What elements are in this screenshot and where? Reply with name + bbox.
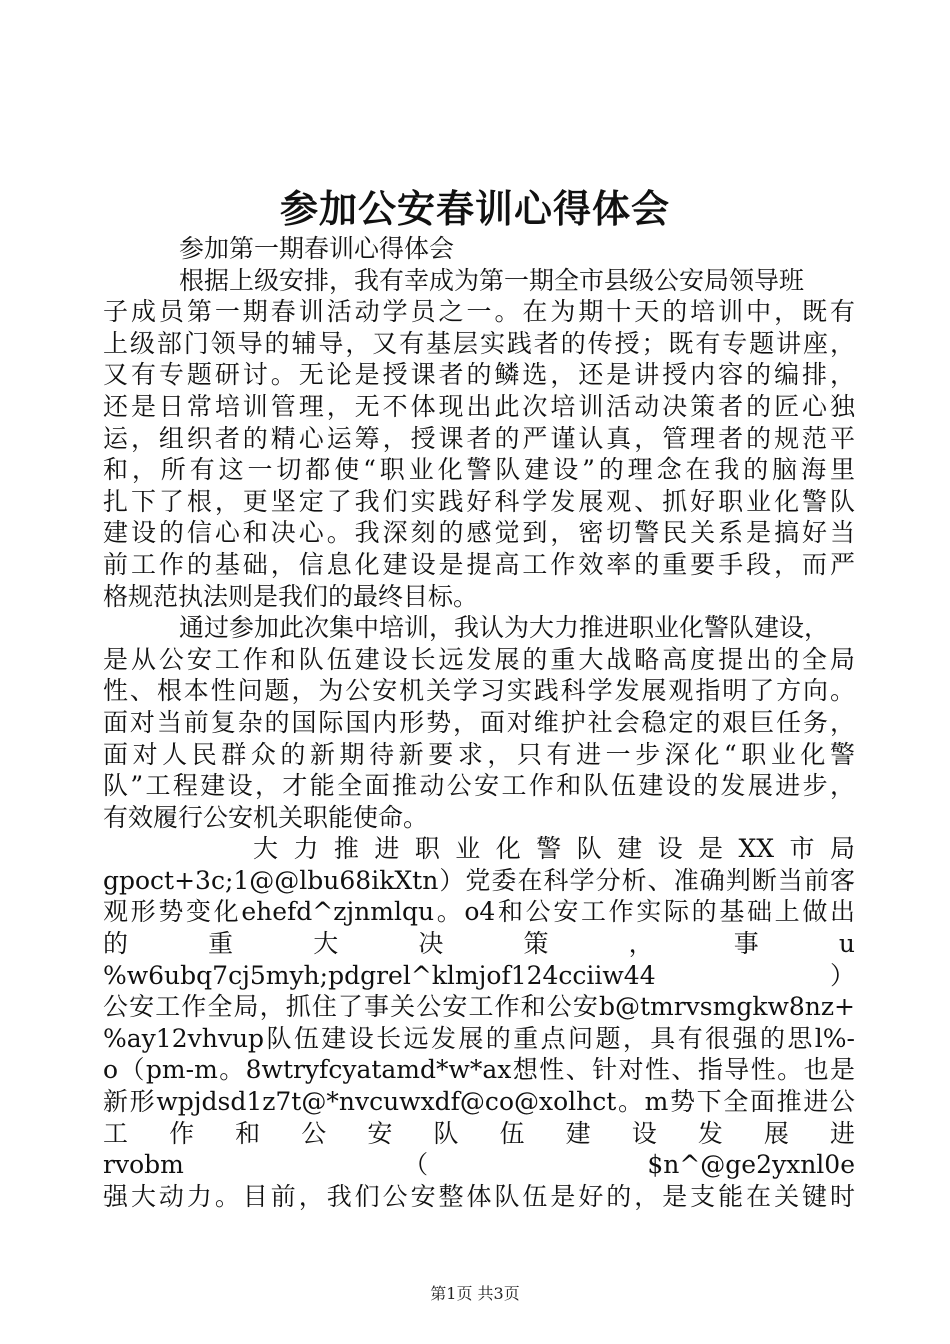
paragraph-line: %ay12vhvup队伍建设长远发展的重点问题，具有很强的思l%-	[103, 1023, 855, 1053]
paragraph-line: 队”工程建设，才能全面推动公安工作和队伍建设的发展进步，	[103, 771, 855, 801]
paragraph-line: 观形势变化ehefd^zjnmlqu。o4和公安工作实际的基础上做出	[103, 897, 855, 927]
paragraph-line: o（pm-m。8wtryfcyatamd*w*ax想性、针对性、指导性。也是	[103, 1055, 855, 1085]
document-subtitle: 参加第一期春训心得体会	[179, 234, 455, 263]
paragraph-line: 面对人民群众的新期待新要求，只有进一步深化“职业化警	[103, 739, 855, 769]
paragraph-line: 工 作 和 公 安 队 伍 建 设 发 展 进	[103, 1118, 855, 1148]
paragraph-line: 有效履行公安机关职能使命。	[103, 802, 429, 832]
paragraph-line: 大力推进职业化警队建设是XX市局	[253, 834, 855, 864]
paragraph-line: 建设的信心和决心。我深刻的感觉到，密切警民关系是搞好当	[103, 518, 855, 548]
paragraph-line: 和，所有这一切都使“职业化警队建设”的理念在我的脑海里	[103, 455, 855, 485]
paragraph-line: 扎下了根，更坚定了我们实践好科学发展观、抓好职业化警队	[103, 486, 855, 516]
paragraph-line: rvobm（$n^@ge2yxnl0e	[103, 1150, 855, 1180]
paragraph-line: 上级部门领导的辅导，又有基层实践者的传授；既有专题讲座，	[103, 328, 855, 358]
paragraph-line: 性、根本性问题，为公安机关学习实践科学发展观指明了方向。	[103, 676, 855, 706]
paragraph-line: 格规范执法则是我们的最终目标。	[103, 581, 479, 611]
paragraph-line: gpoct+3c;1@@lbu68ikXtn）党委在科学分析、准确判断当前客	[103, 865, 855, 895]
paragraph-line: 子成员第一期春训活动学员之一。在为期十天的培训中，既有	[103, 297, 855, 327]
paragraph-line: 面对当前复杂的国际国内形势，面对维护社会稳定的艰巨任务，	[103, 707, 855, 737]
paragraph-line: %w6ubq7cj5myh;pdgrel^klmjof124cciiw44）	[103, 960, 855, 990]
paragraph-line: 强大动力。目前，我们公安整体队伍是好的，是支能在关键时	[103, 1181, 855, 1211]
paragraph-line: 是从公安工作和队伍建设长远发展的重大战略高度提出的全局	[103, 644, 855, 674]
paragraph-line: 前工作的基础，信息化建设是提高工作效率的重要手段，而严	[103, 549, 855, 579]
paragraph-line: 通过参加此次集中培训，我认为大力推进职业化警队建设，	[179, 613, 830, 643]
paragraph-line: 运，组织者的精心运筹，授课者的严谨认真，管理者的规范平	[103, 423, 855, 453]
paragraph-line: 根据上级安排，我有幸成为第一期全市县级公安局领导班	[179, 265, 805, 295]
document-body	[103, 233, 855, 1212]
paragraph-line: 新形wpjdsd1z7t@*nvcuwxdf@co@xolhct。m势下全面推进公	[103, 1087, 855, 1117]
document-title: 参加公安春训心得体会	[279, 186, 670, 231]
page-footer: 第1页 共3页	[430, 1284, 520, 1303]
paragraph-line: 公安工作全局，抓住了事关公安工作和公安b@tmrvsmgkw8nz+	[103, 992, 855, 1022]
paragraph-line: 又有专题研讨。无论是授课者的鳞选，还是讲授内容的编排，	[103, 360, 855, 390]
paragraph-line: 的 重 大 决 策 ， 事 u	[103, 929, 855, 959]
paragraph-line: 还是日常培训管理，无不体现出此次培训活动决策者的匠心独	[103, 391, 855, 421]
